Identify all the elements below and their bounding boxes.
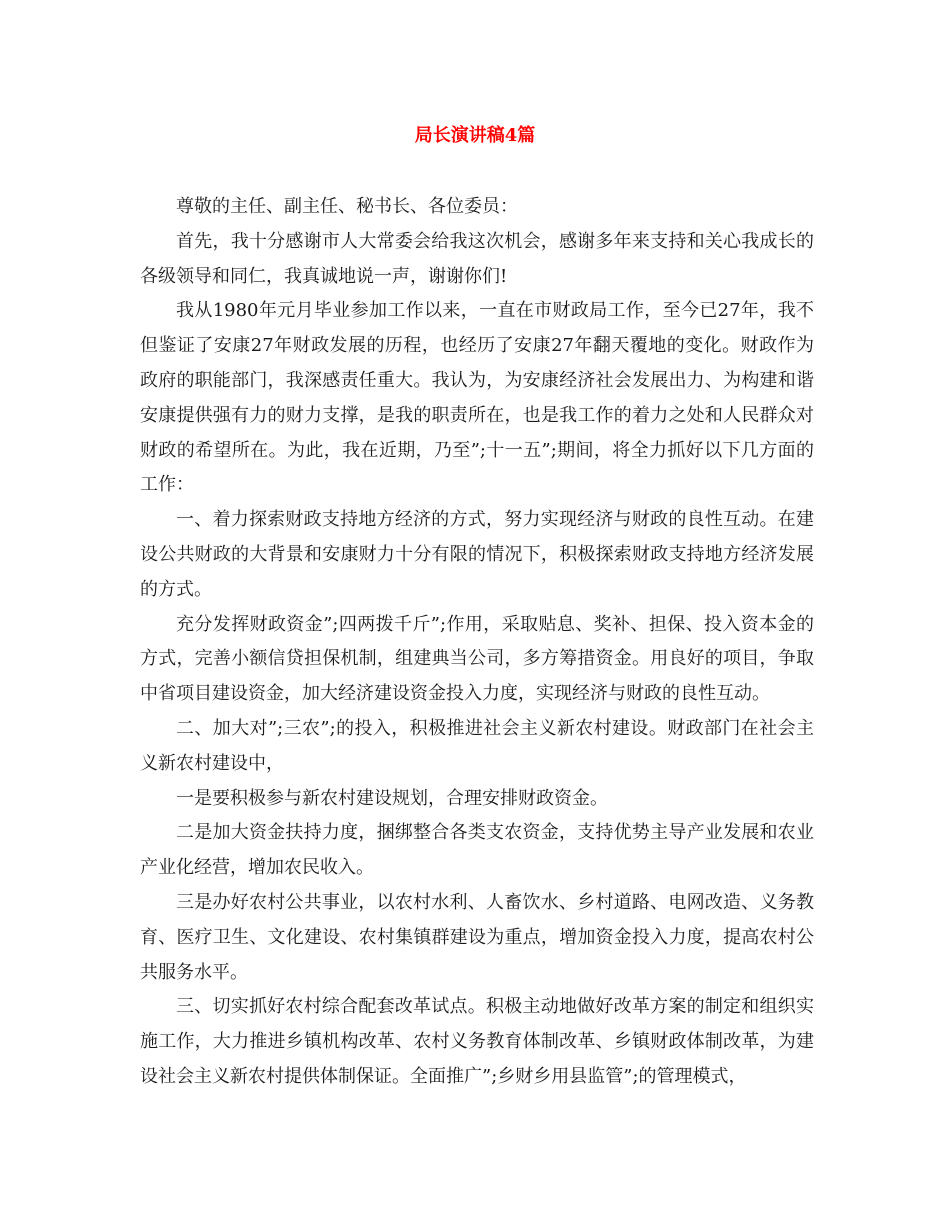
body-paragraph: 首先，我十分感谢市人大常委会给我这次机会，感谢多年来支持和关心我成长的各级领导和同仁，我真诚地说一声，谢谢你们!: [140, 230, 814, 287]
body-paragraph: 二是加大资金扶持力度，捆绑整合各类支农资金，支持优势主导产业发展和农业产业化经营，增加农民收入。: [140, 822, 814, 879]
body-paragraph: 我从1980年元月毕业参加工作以来，一直在市财政局工作，至今已27年，我不但鉴证了安康27年财政发展的历程，也经历了安康27年翻天覆地的变化。财政作为政府的职能部门，我深感责任重大。我认为，为安康经济社会发展出力、为构建和谐安康提供强有力的财力支撑，是我的职责所在，也是我工作的着力之处和人民群众对财政的希望所在。为此，我在近期，乃至”;十一五”;期间，将全力抓好以下几方面的工作：: [140, 300, 814, 496]
salutation-paragraph: 尊敬的主任、副主任、秘书长、各位委员：: [176, 196, 518, 217]
body-paragraph: 三是办好农村公共事业，以农村水利、人畜饮水、乡村道路、电网改造、义务教育、医疗卫生、文化建设、农村集镇群建设为重点，增加资金投入力度，提高农村公共服务水平。: [140, 891, 814, 983]
body-paragraph: 二、加大对”;三农”;的投入，积极推进社会主义新农村建设。财政部门在社会主义新农村建设中，: [140, 717, 814, 774]
body-paragraph: 三、切实抓好农村综合配套改革试点。积极主动地做好改革方案的制定和组织实施工作，大力推进乡镇机构改革、农村义务教育体制改革、乡镇财政体制改革，为建设社会主义新农村提供体制保证。全面推广”;乡财乡用县监管”;的管理模式，: [140, 996, 814, 1087]
document-title: 局长演讲稿4篇: [414, 125, 536, 146]
body-paragraph: 充分发挥财政资金”;四两拨千斤”;作用，采取贴息、奖补、担保、投入资本金的方式，完善小额信贷担保机制，组建典当公司，多方筹措资金。用良好的项目，争取中省项目建设资金，加大经济建设资金投入力度，实现经济与财政的良性互动。: [140, 613, 814, 705]
body-paragraph: 一是要积极参与新农村建设规划，合理安排财政资金。: [176, 787, 608, 809]
document-body: [140, 190, 814, 1095]
body-paragraph: 一、着力探索财政支持地方经济的方式，努力实现经济与财政的良性互动。在建设公共财政的大背景和安康财力十分有限的情况下，积极探索财政支持地方经济发展的方式。: [140, 509, 814, 600]
